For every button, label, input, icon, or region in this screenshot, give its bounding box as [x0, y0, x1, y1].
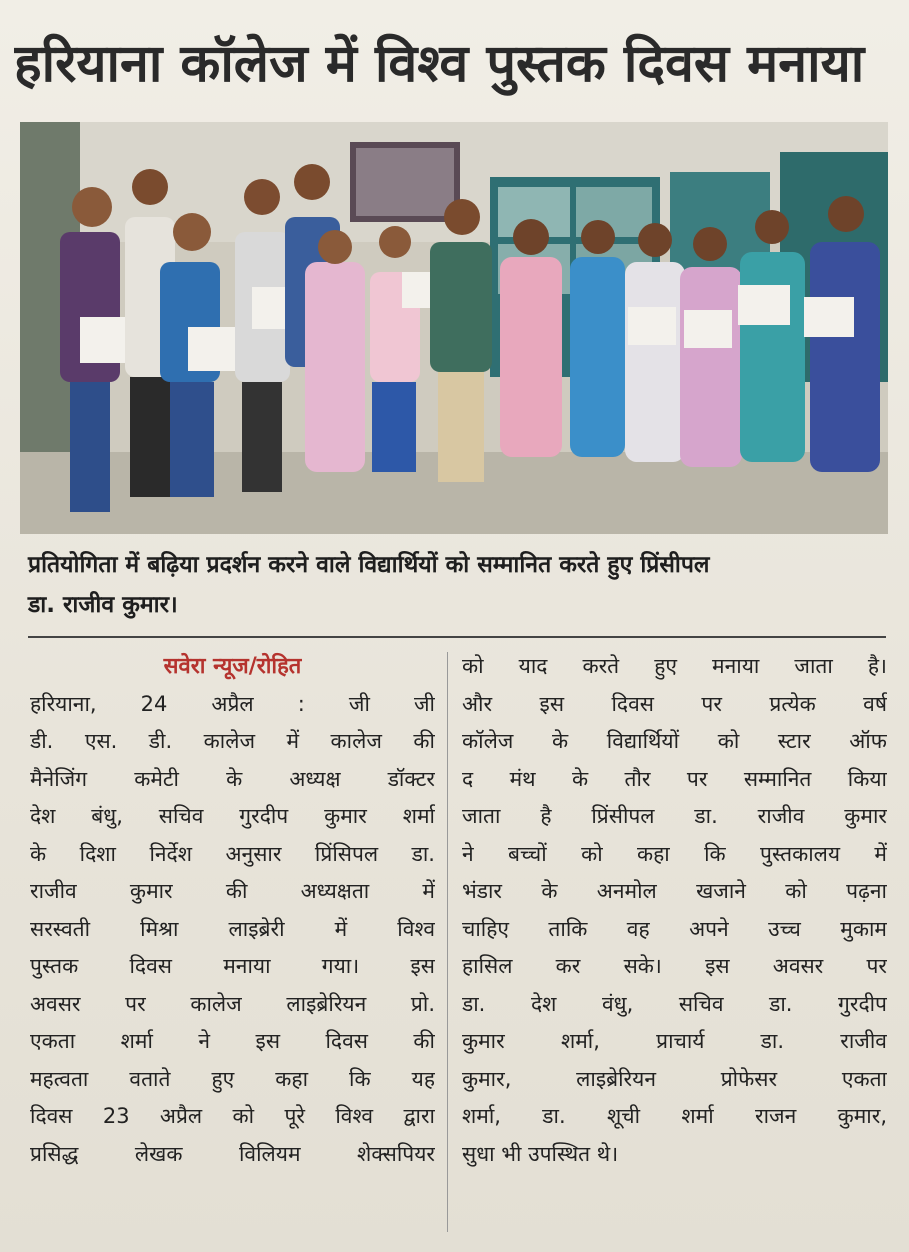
article-column-left	[30, 648, 435, 1248]
caption-line: प्रतियोगिता में बढ़िया प्रदर्शन करने वाले विद्यार्थियों को सम्मानित करते हुए प्रिंसीपल	[28, 552, 710, 578]
body-line: डा. देश वंधु, सचिव डा. गुरदीप	[462, 991, 887, 1016]
body-line: चाहिए ताकि वह अपने उच्च मुकाम	[462, 916, 887, 941]
body-line: जाता है प्रिंसीपल डा. राजीव कुमार	[462, 804, 887, 828]
body-line: के दिशा निर्देश अनुसार प्रिंसिपल डा.	[30, 841, 435, 866]
photo-caption	[28, 545, 888, 631]
body-line: द मंथ के तौर पर सम्मानित किया	[462, 766, 887, 791]
body-line: भंडार के अनमोल खजाने को पढ़ना	[462, 879, 887, 903]
byline: सवेरा न्यूज/रोहित	[163, 654, 302, 679]
body-line: दिवस 23 अप्रैल को पूरे विश्व द्वारा	[30, 1104, 435, 1128]
group-photo-illustration	[20, 122, 888, 534]
section-rule	[28, 636, 886, 638]
body-line: सरस्वती मिश्रा लाइब्रेरी में विश्व	[30, 916, 435, 941]
body-line: और इस दिवस पर प्रत्येक वर्ष	[462, 691, 887, 716]
body-line: मैनेजिंग कमेटी के अध्यक्ष डॉक्टर	[30, 766, 435, 791]
body-line: कॉलेज के विद्यार्थियों को स्टार ऑफ	[462, 729, 887, 753]
body-line: राजीव कुमार की अध्यक्षता में	[30, 879, 435, 903]
article-column-right	[462, 648, 887, 1248]
body-line: सुधा भी उपस्थित थे।	[462, 1141, 619, 1166]
body-line: एकता शर्मा ने इस दिवस की	[30, 1029, 435, 1053]
body-line: को याद करते हुए मनाया जाता है।	[462, 654, 887, 678]
news-photo	[20, 122, 888, 534]
body-line: पुस्तक दिवस मनाया गया। इस	[30, 954, 435, 978]
body-line: हरियाना, 24 अप्रैल : जी जी	[30, 691, 435, 716]
body-line: डी. एस. डी. कालेज में कालेज की	[30, 729, 435, 753]
headline: हरियाना कॉलेज में विश्व पुस्तक दिवस मनाया	[14, 34, 865, 94]
body-line: देश बंधु, सचिव गुरदीप कुमार शर्मा	[30, 804, 435, 828]
body-line: अवसर पर कालेज लाइब्रेरियन प्रो.	[30, 991, 435, 1016]
column-divider	[447, 652, 448, 1232]
body-line: प्रसिद्ध लेखक विलियम शेक्सपियर	[30, 1141, 435, 1166]
body-line: ने बच्चों को कहा कि पुस्तकालय में	[462, 841, 887, 866]
body-line: हासिल कर सके। इस अवसर पर	[462, 954, 887, 978]
body-line: शर्मा, डा. शूची शर्मा राजन कुमार,	[462, 1104, 887, 1128]
body-line: महत्वता वताते हुए कहा कि यह	[30, 1066, 435, 1091]
caption-line: डा. राजीव कुमार।	[28, 592, 178, 618]
body-line: कुमार शर्मा, प्राचार्य डा. राजीव	[462, 1029, 887, 1053]
body-line: कुमार, लाइब्रेरियन प्रोफेसर एकता	[462, 1066, 887, 1091]
